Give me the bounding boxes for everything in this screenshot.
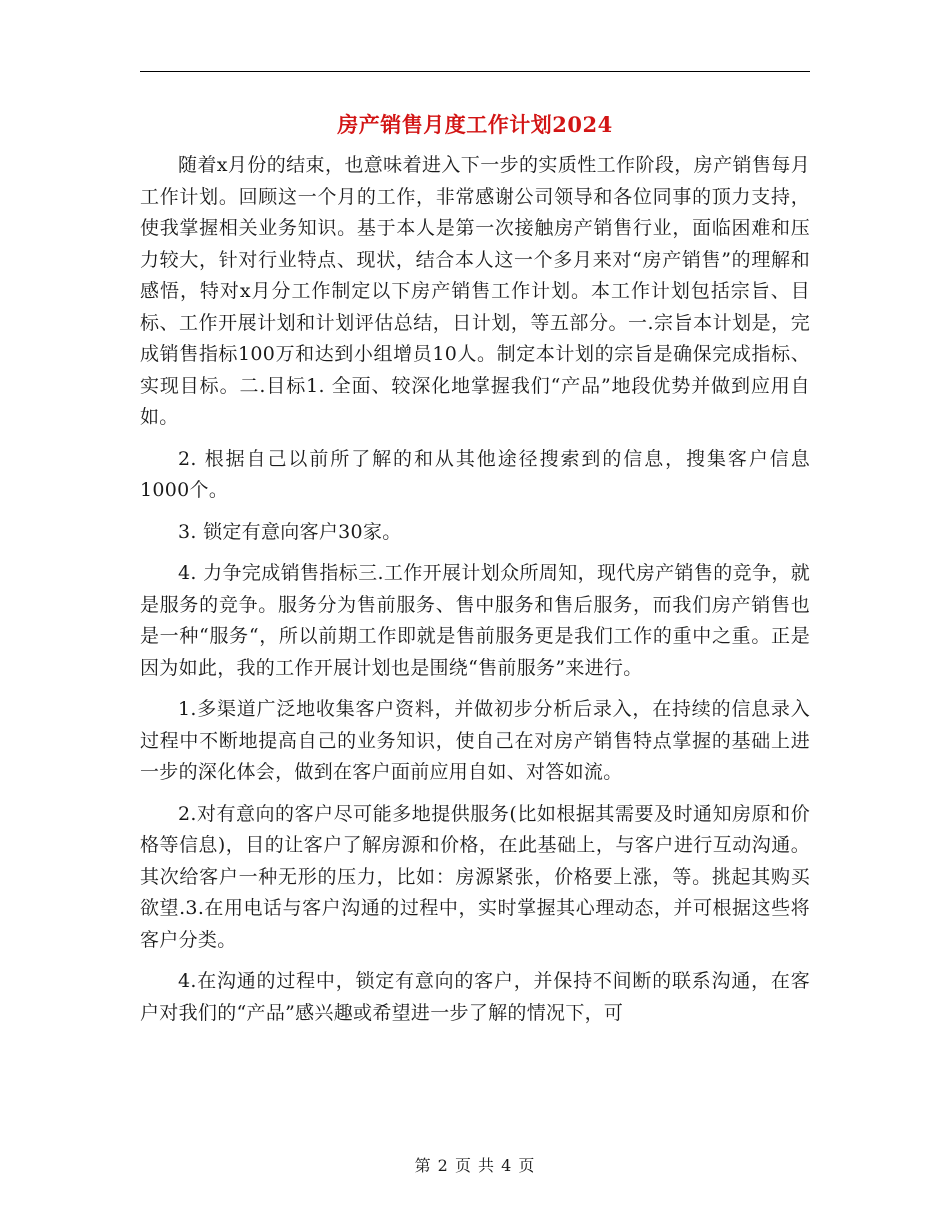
header-rule [140,71,810,72]
paragraph: 2. 根据自己以前所了解的和从其他途径搜索到的信息，搜集客户信息1000个。 [140,447,810,501]
document-title: 房产销售月度工作计划2024 [337,112,613,137]
paragraph: 随着x月份的结束，也意味着进入下一步的实质性工作阶段，房产销售每月工作计划。回顾这一个月的工作，非常感谢公司领导和各位同事的顶力支持，使我掌握相关业务知识。基于本人是第一次接触房产销售行业，面临困难和压力较大，针对行业特点、现状，结合本人这一个多月来对“房产销售”的理解和感悟，特对x月分工作制定以下房产销售工作计划。本工作计划包括宗旨、目标、工作开展计划和计划评估总结，日计划，等五部分。一.宗旨本计划是，完成销售指标100万和达到小组增员10人。制定本计划的宗旨是确保完成指标、实现目标。二.目标1. 全面、较深化地掌握我们“产品”地段优势并做到应用自如。 [140,154,810,428]
document-body [140,150,810,1039]
paragraph: 1.多渠道广泛地收集客户资料，并做初步分析后录入，在持续的信息录入过程中不断地提高自己的业务知识，使自己在对房产销售特点掌握的基础上进一步的深化体会，做到在客户面前应用自如、对答如流。 [140,698,810,783]
page-footer: 第 2 页 共 4 页 [414,1156,536,1175]
paragraph: 3. 锁定有意向客户30家。 [178,520,402,543]
paragraph: 2.对有意向的客户尽可能多地提供服务(比如根据其需要及时通知房原和价格等信息)，目的让客户了解房源和价格，在此基础上，与客户进行互动沟通。其次给客户一种无形的压力，比如：房源紧张，价格要上涨，等。挑起其购买欲望.3.在用电话与客户沟通的过程中，实时掌握其心理动态，并可根据这些将客户分类。 [140,802,810,951]
paragraph: 4. 力争完成销售指标三.工作开展计划众所周知，现代房产销售的竞争，就是服务的竞争。服务分为售前服务、售中服务和售后服务，而我们房产销售也是一种“服务“，所以前期工作即就是售前服务更是我们工作的重中之重。正是因为如此，我的工作开展计划也是围绕“售前服务”来进行。 [140,562,810,679]
paragraph: 4.在沟通的过程中，锁定有意向的客户，并保持不间断的联系沟通，在客户对我们的“产品”感兴趣或希望进一步了解的情况下，可 [140,970,810,1024]
